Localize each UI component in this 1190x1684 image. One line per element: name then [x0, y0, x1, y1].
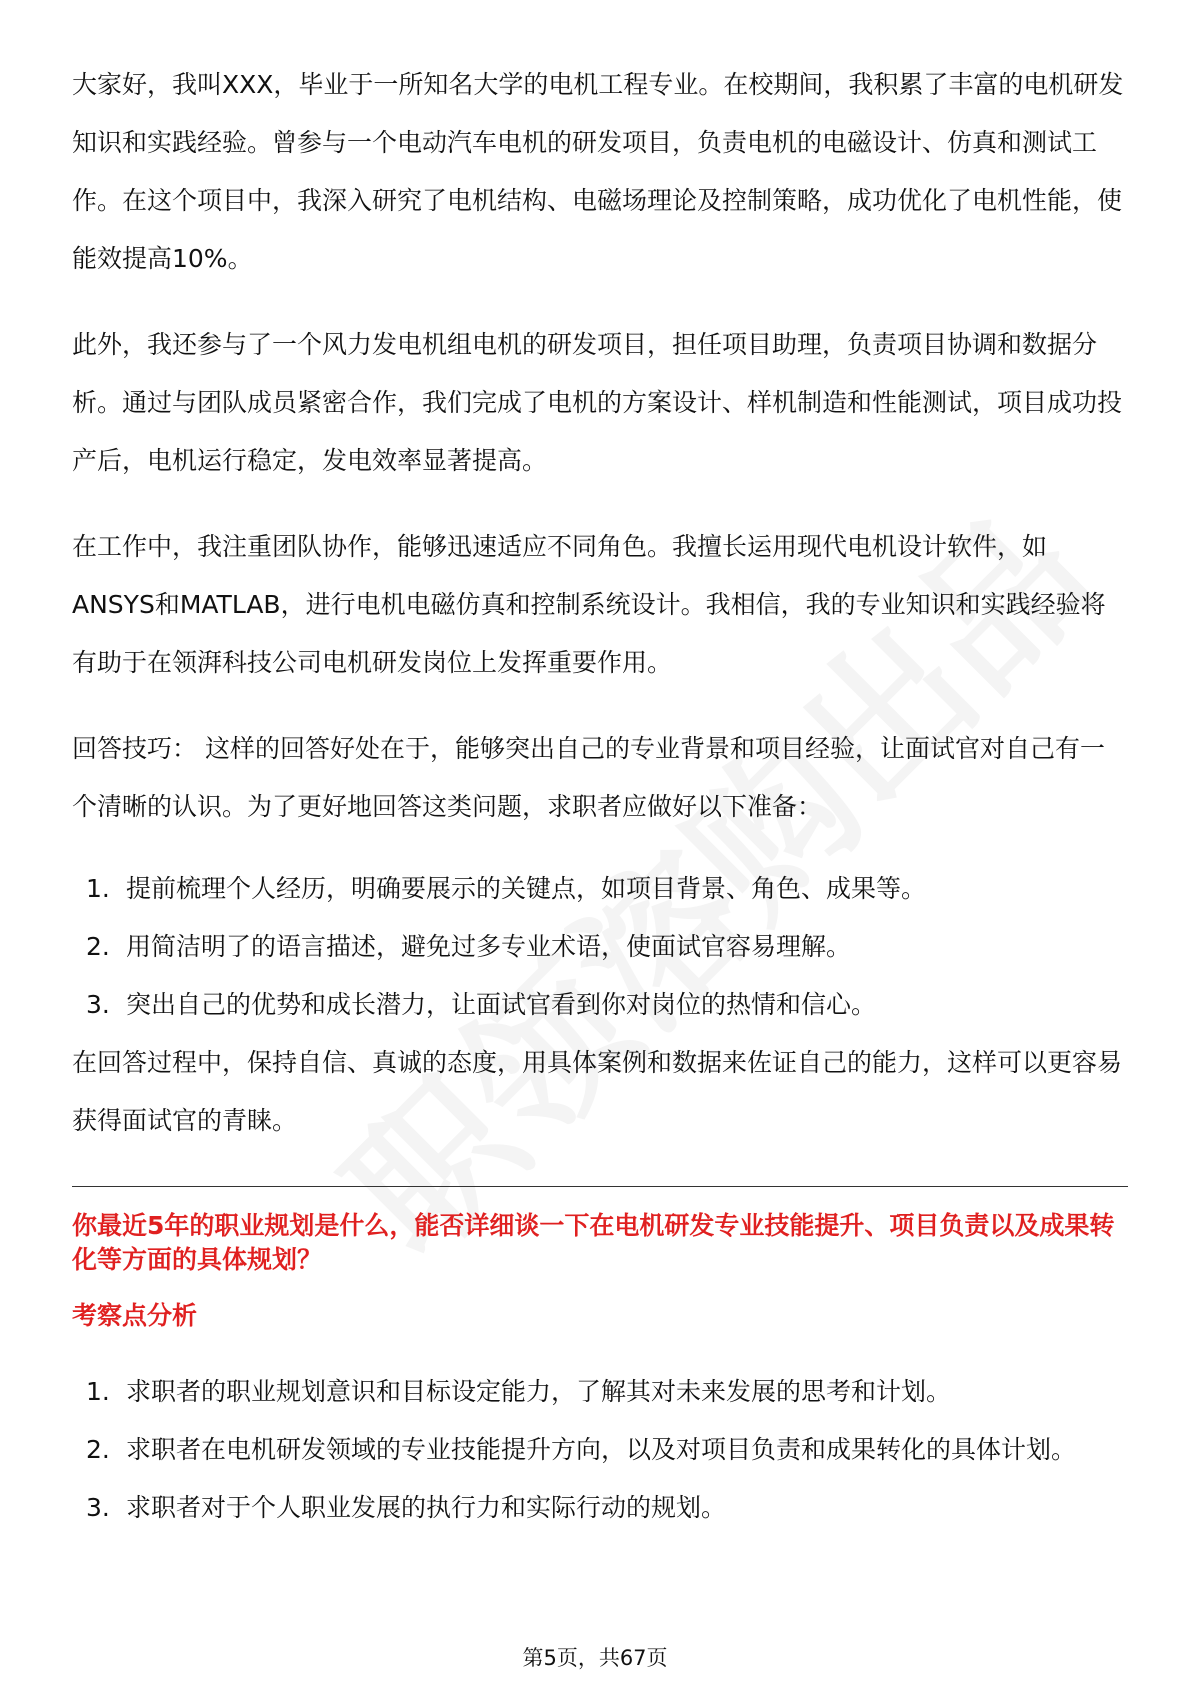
- answer-paragraph-3: 在工作中，我注重团队协作，能够迅速适应不同角色。我擅长运用现代电机设计软件，如ANSYS和MATLAB，进行电机电磁仿真和控制系统设计。我相信，我的专业知识和实践经验将有助于在领湃科技公司电机研发岗位上发挥重要作用。: [72, 532, 1106, 677]
- section-divider: [72, 1186, 1128, 1187]
- answer-tips-intro: 回答技巧： 这样的回答好处在于，能够突出自己的专业背景和项目经验，让面试官对自己有一个清晰的认识。为了更好地回答这类问题，求职者应做好以下准备：: [72, 734, 1105, 821]
- list-item: 3. 突出自己的优势和成长潜力，让面试官看到你对岗位的热情和信心。: [86, 990, 877, 1019]
- answer-paragraph-1: 大家好，我叫XXX，毕业于一所知名大学的电机工程专业。在校期间，我积累了丰富的电机研发知识和实践经验。曾参与一个电动汽车电机的研发项目，负责电机的电磁设计、仿真和测试工作。在这个项目中，我深入研究了电机结构、电磁场理论及控制策略，成功优化了电机性能，使能效提高10%。: [72, 70, 1124, 273]
- list-item: 3. 求职者对于个人职业发展的执行力和实际行动的规划。: [86, 1493, 727, 1522]
- page-footer: 第5页，共67页: [522, 1646, 668, 1670]
- list-item: 2. 求职者在电机研发领域的专业技能提升方向，以及对项目负责和成果转化的具体计划。: [86, 1435, 1077, 1464]
- list-item: 1. 提前梳理个人经历，明确要展示的关键点，如项目背景、角色、成果等。: [86, 874, 927, 903]
- answer-paragraph-2: 此外，我还参与了一个风力发电机组电机的研发项目，担任项目助理，负责项目协调和数据分析。通过与团队成员紧密合作，我们完成了电机的方案设计、样机制造和性能测试，项目成功投产后，电机运行稳定，发电效率显著提高。: [72, 330, 1123, 475]
- analysis-list: [72, 1363, 1128, 1537]
- tips-list: [72, 860, 1128, 1034]
- interview-question: 你最近5年的职业规划是什么，能否详细谈一下在电机研发专业技能提升、项目负责以及成果转化等方面的具体规划？: [72, 1211, 1115, 1274]
- closing-paragraph: 在回答过程中，保持自信、真诚的态度，用具体案例和数据来佐证自己的能力，这样可以更容易获得面试官的青睐。: [72, 1048, 1123, 1135]
- document-body: [72, 56, 1128, 1537]
- list-item: 1. 求职者的职业规划意识和目标设定能力，了解其对未来发展的思考和计划。: [86, 1377, 952, 1406]
- list-item: 2. 用简洁明了的语言描述，避免过多专业术语，使面试官容易理解。: [86, 932, 852, 961]
- analysis-heading: 考察点分析: [72, 1301, 198, 1330]
